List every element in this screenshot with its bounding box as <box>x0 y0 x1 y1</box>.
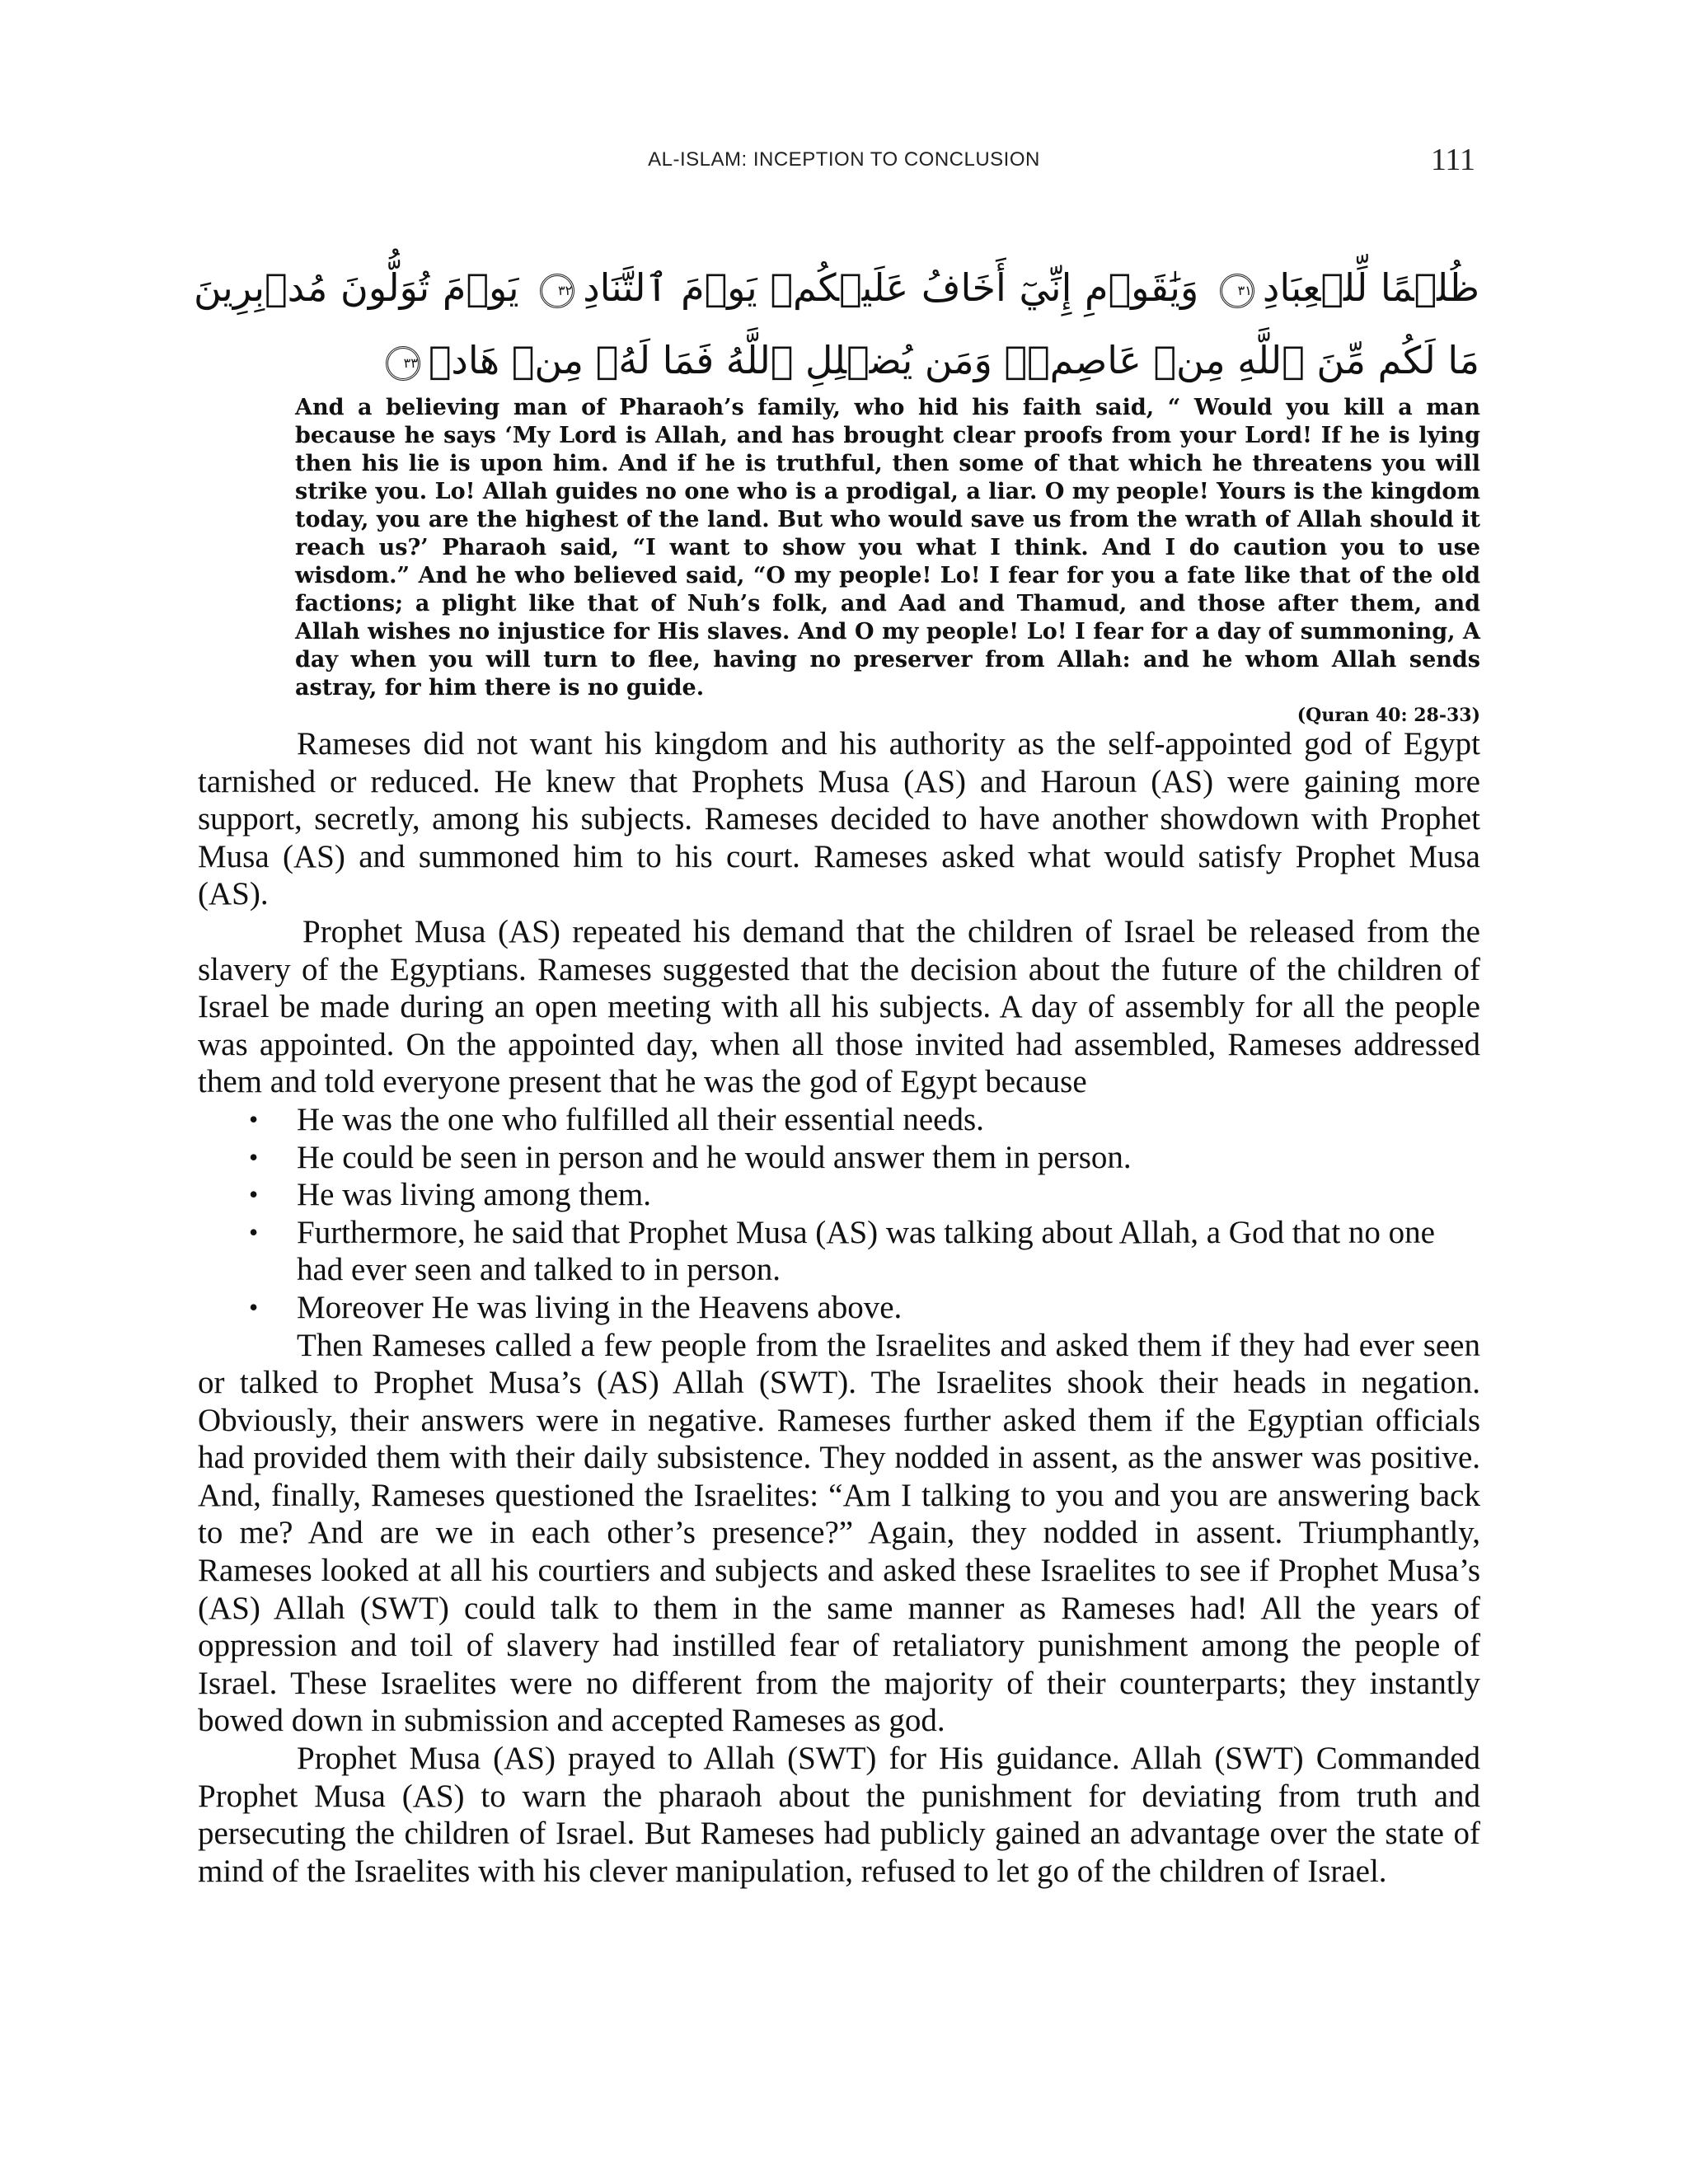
bullet-list <box>198 1101 1480 1327</box>
list-item <box>198 1139 1480 1177</box>
running-header: AL-ISLAM: INCEPTION TO CONCLUSION <box>648 148 1040 171</box>
paragraph: Rameses did not want his kingdom and his authority as the self-appointed god of Egypt tarnished or reduced. He knew that Prophets Musa (AS) and Haroun (AS) were gaining more support, secretly, among his subjects. Rameses decided to have another showdown with Prophet Musa (AS) and summoned him to his court. Rameses asked what would satisfy Prophet Musa (AS). <box>198 726 1480 912</box>
list-item-text: He could be seen in person and he would answer them in person. <box>297 1139 1132 1175</box>
arabic-segment-2: وَيَٰقَوۡمِ إِنِّيٓ أَخَافُ عَلَيۡكُمۡ يَوۡمَ ٱلتَّنَادِ <box>583 265 1199 310</box>
list-item <box>198 1289 1480 1327</box>
list-item-text: He was living among them. <box>297 1177 652 1213</box>
quran-citation: (Quran 40: 28-33) <box>1296 705 1480 726</box>
list-item <box>198 1176 1480 1214</box>
quran-translation: And a believing man of Pharaoh’s family, who hid his faith said, “ Would you kill a man because he says ‘My Lord is Allah, and has brought clear proofs from your Lord! If he is lying then his lie is upon him. And if he is truthful, then some of that which he threatens you will strike you. Lo! Allah guides no one who is a prodigal, a liar. O my people! Yours is the kingdom today, you are the highest of the land. But who would save us from the wrath of Allah should it reach us?’ Pharaoh said, “I want to show you what I think. And I do caution you to use wisdom.” And he who believed said, “O my people! Lo! I fear for you a fate like that of the old factions; a plight like that of Nuh’s folk, and Aad and Thamud, and those after them, and Allah wishes no injustice for His slaves. And O my people! Lo! I fear for a day of summoning, A day when you will turn to flee, having no preserver from Allah: and he whom Allah sends astray, for him there is no guide. <box>295 395 1480 701</box>
list-item-text: He was the one who fulfilled all their essential needs. <box>297 1101 984 1137</box>
list-item-text: Furthermore, he said that Prophet Musa (AS) was talking about Allah, a God that no one had ever seen and talked to in person. <box>297 1214 1435 1288</box>
bullet-icon: • <box>249 1216 259 1247</box>
bullet-icon: • <box>249 1141 259 1172</box>
ayah-end-marker: ٣٢ <box>540 274 574 308</box>
arabic-segment-1: ظُلۡمًا لِّلۡعِبَادِ <box>1262 265 1479 310</box>
arabic-segment-3: يَوۡمَ تُوَلُّونَ مُدۡبِرِينَ مَا لَكُم مِّنَ ٱللَّهِ مِنۡ عَاصِمٖۗ وَمَن يُضۡلِلِ ٱللَّهُ فَمَا لَهُۥ مِنۡ هَادٖ <box>194 265 1479 382</box>
ayah-end-marker: ٣١ <box>1220 274 1254 308</box>
quran-arabic-text <box>194 251 1479 396</box>
list-item-text: Moreover He was living in the Heavens above. <box>297 1289 903 1325</box>
bullet-icon: • <box>249 1179 259 1210</box>
paragraph: Prophet Musa (AS) repeated his demand that the children of Israel be released from the slavery of the Egyptians. Rameses suggested that the decision about the future of the children of Israel be made during an open meeting with all his subjects. A day of assembly for all the people was appointed. On the appointed day, when all those invited had assembled, Rameses addressed them and told everyone present that he was the god of Egypt because <box>198 913 1480 1100</box>
ayah-end-marker: ٣٣ <box>386 346 420 381</box>
bullet-icon: • <box>249 1291 259 1322</box>
paragraph: Then Rameses called a few people from the Israelites and asked them if they had ever seen or talked to Prophet Musa’s (AS) Allah (SWT). The Israelites shook their heads in negation. Obviously, their answers were in negative. Rameses further asked them if the Egyptian officials had provided them with their daily subsistence. They nodded in assent, as the answer was positive. And, finally, Rameses questioned the Israelites: “Am I talking to you and you are answering back to me? And are we in each other’s presence?” Again, they nodded in assent. Triumphantly, Rameses looked at all his courtiers and subjects and asked these Israelites to see if Prophet Musa’s (AS) Allah (SWT) could talk to them in the same manner as Rameses had! All the years of oppression and toil of slavery had instilled fear of retaliatory punishment among the people of Israel. These Israelites were no different from the majority of their counterparts; they instantly bowed down in submission and accepted Rameses as god. <box>198 1327 1480 1739</box>
paragraph: Prophet Musa (AS) prayed to Allah (SWT) for His guidance. Allah (SWT) Commanded Prophet Musa (AS) to warn the pharaoh about the punishment for deviating from truth and persecuting the children of Israel. But Rameses had publicly gained an advantage over the state of mind of the Israelites with his clever manipulation, refused to let go of the children of Israel. <box>198 1741 1480 1889</box>
bullet-icon: • <box>249 1104 259 1134</box>
body-text <box>198 725 1480 1890</box>
page-number: 111 <box>1430 143 1475 177</box>
list-item <box>198 1214 1480 1289</box>
list-item <box>198 1101 1480 1139</box>
